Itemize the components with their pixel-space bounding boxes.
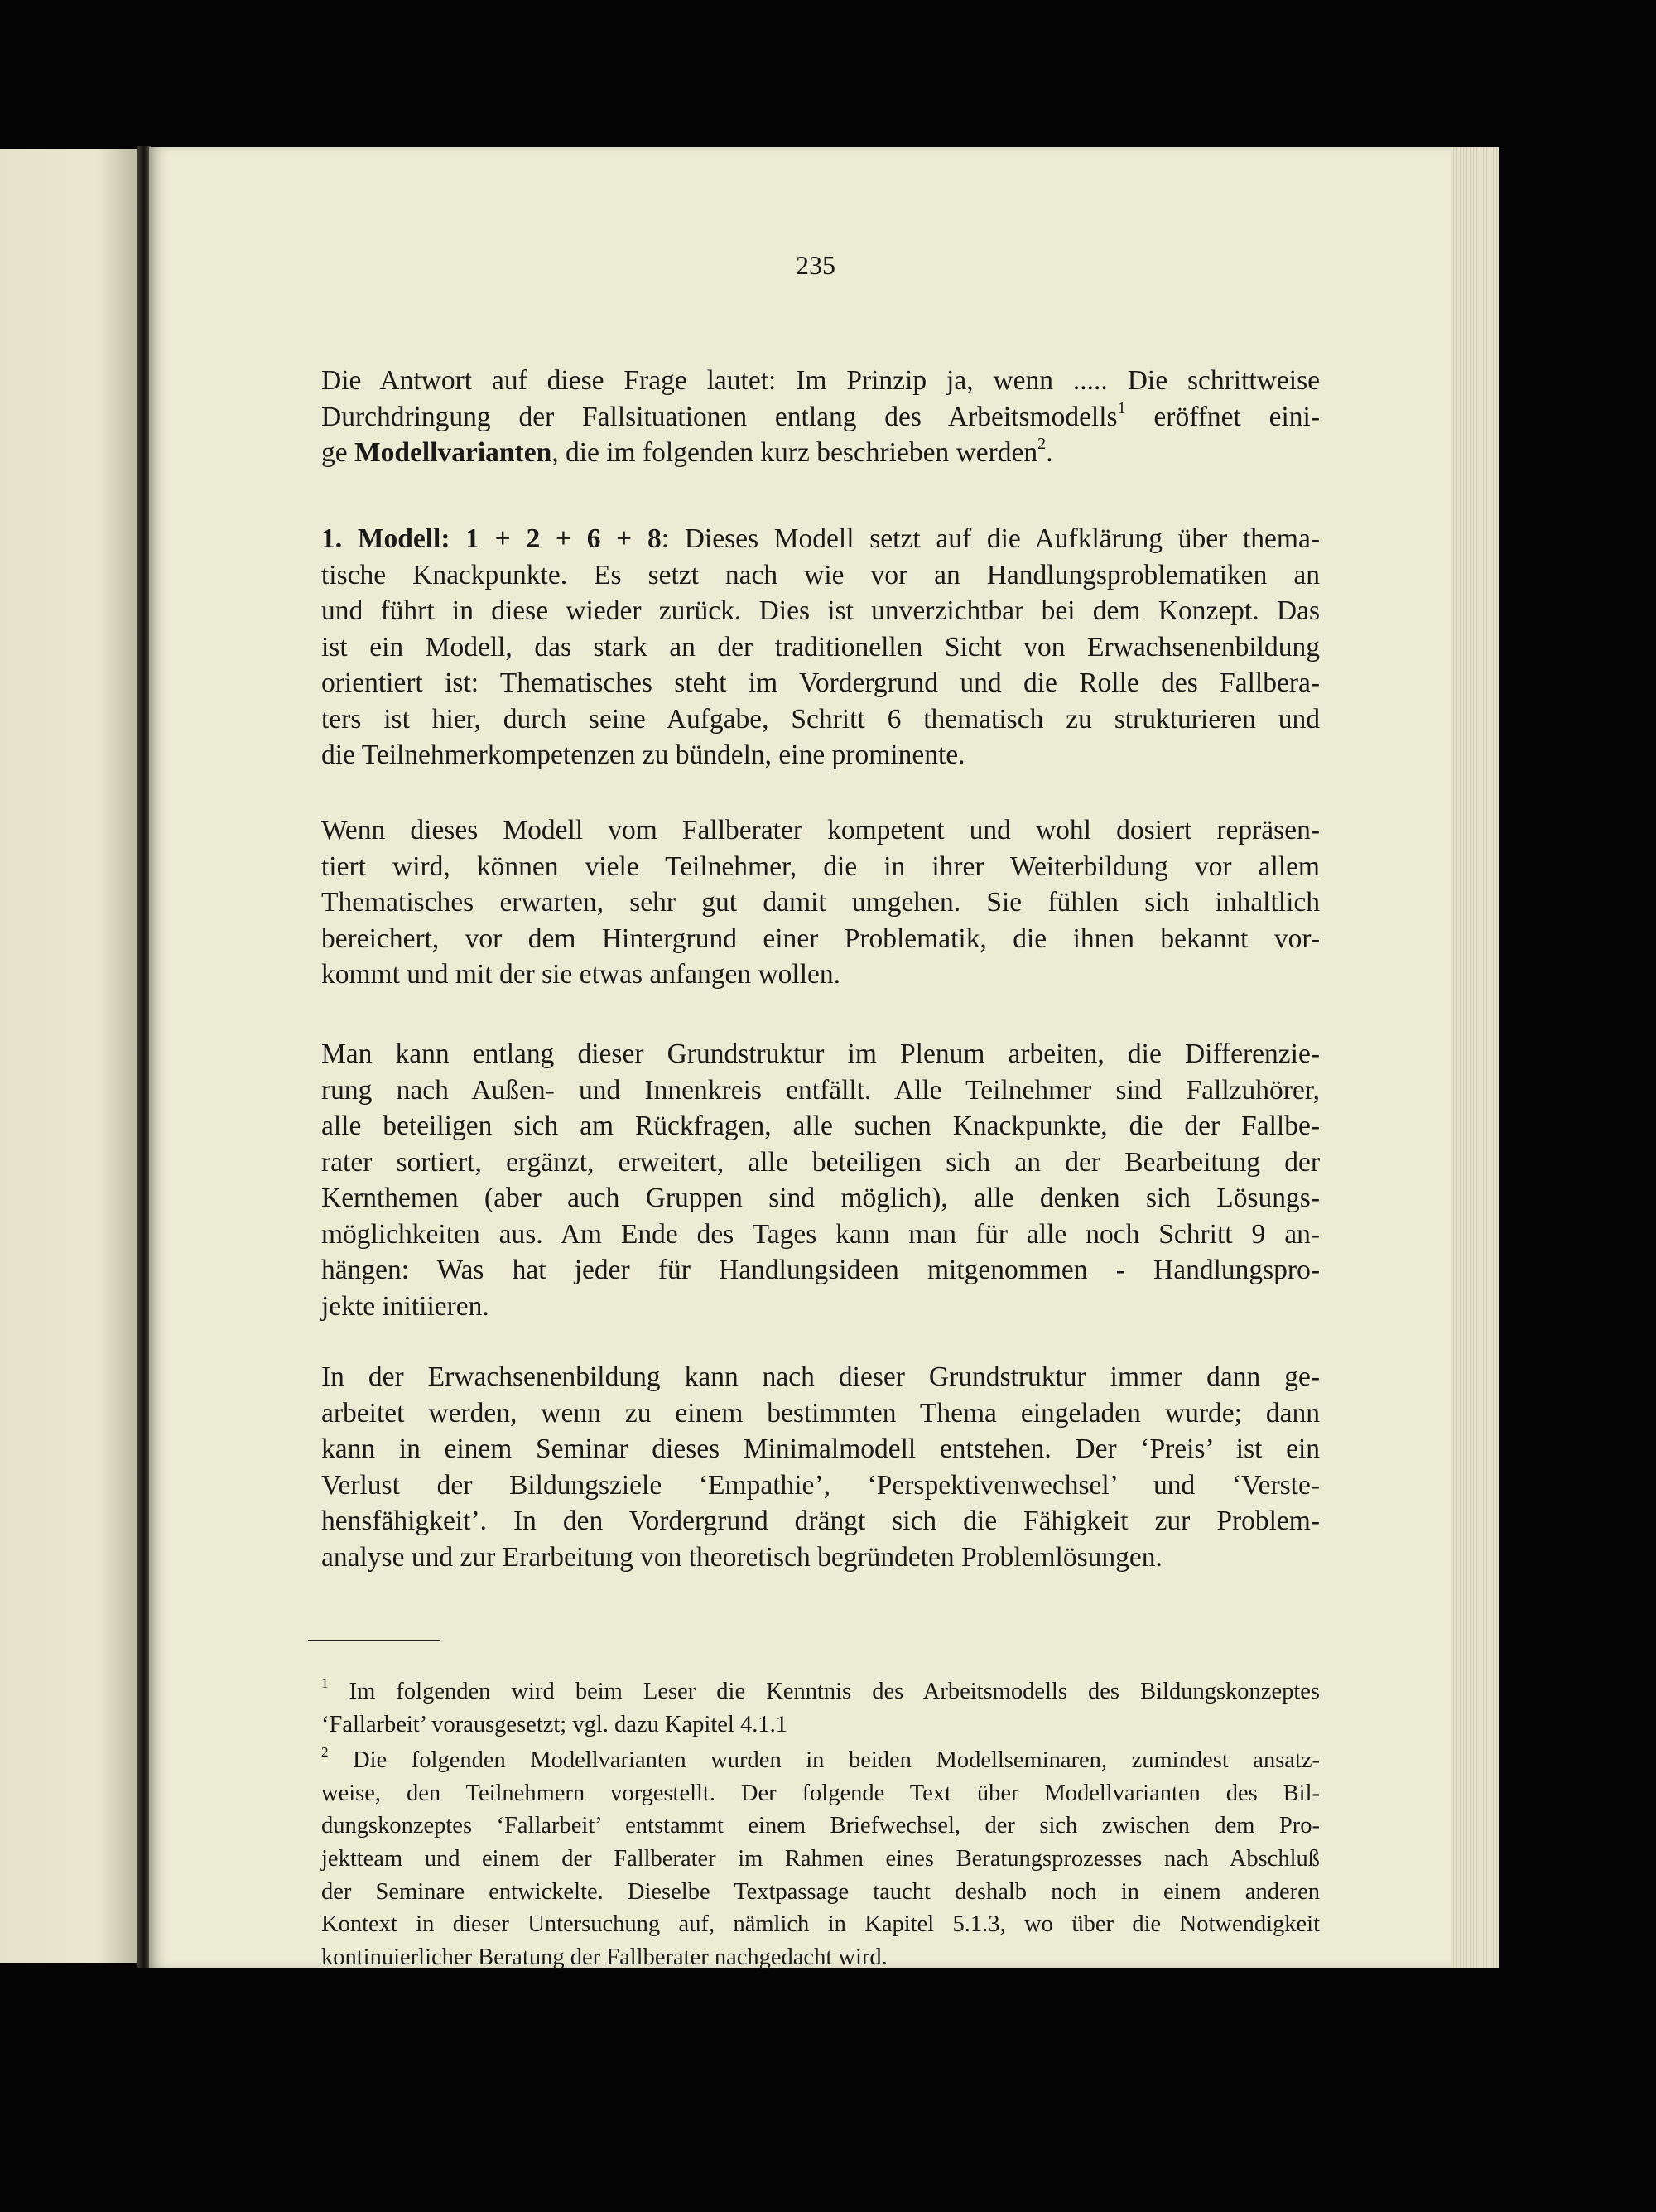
text-run: kontinuierlicher Beratung der Fallberater nachgedacht wird. — [321, 1945, 888, 1971]
text-run: Kernthemen (aber auch Gruppen sind möglich), alle denken sich Lösungs- — [321, 1183, 1320, 1213]
text-line — [321, 701, 1320, 738]
text-run: , die im folgenden kurz beschrieben werden — [551, 437, 1038, 468]
text-line — [321, 737, 1320, 773]
body-paragraph — [321, 812, 1320, 993]
text-run: Die Antwort auf diese Frage lautet: Im Prinzip ja, wenn ..... Die schrittweise — [321, 365, 1320, 396]
text-line — [321, 1467, 1320, 1504]
text-line — [321, 1708, 1320, 1742]
text-line — [321, 1675, 1320, 1708]
text-line — [321, 1744, 1320, 1777]
text-run: Man kann entlang dieser Grundstruktur im Plenum arbeiten, die Differenzie- — [321, 1039, 1320, 1069]
body-paragraph — [321, 521, 1320, 773]
text-run: rater sortiert, ergänzt, erweitert, alle beteiligen sich an der Bearbeitung der — [321, 1146, 1320, 1178]
text-line — [321, 1072, 1320, 1109]
text-line — [321, 557, 1320, 594]
text-run: jektteam und einem der Fallberater im Rahmen eines Beratungsprozesses nach Abschluß — [321, 1846, 1320, 1872]
footnote-marker: 2 — [321, 1744, 329, 1761]
text-run: kann in einem Seminar dieses Minimalmodell entstehen. Der ‘Preis’ ist ein — [321, 1434, 1320, 1464]
text-line — [321, 1217, 1320, 1253]
footnote-marker: 2 — [1037, 434, 1047, 453]
text-line — [321, 1503, 1320, 1540]
text-run: ge — [321, 437, 354, 468]
text-line — [321, 884, 1320, 921]
text-line — [321, 629, 1320, 666]
text-run: orientiert ist: Thematisches steht im Vordergrund und die Rolle des Fallbera- — [321, 667, 1320, 698]
text-run: der Seminare entwickelte. Dieselbe Textpassage taucht deshalb noch in einem anderen — [321, 1878, 1320, 1905]
footnote-marker: 1 — [321, 1675, 329, 1692]
text-run: bereichert, vor dem Hintergrund einer Problematik, die ihnen bekannt vor- — [321, 923, 1320, 954]
text-line — [321, 849, 1320, 885]
text-run: eröffnet eini- — [1125, 401, 1320, 432]
text-run: hensfähigkeit’. In den Vordergrund drängt sich die Fähigkeit zur Problem- — [321, 1506, 1320, 1536]
text-run: ‘Fallarbeit’ vorausgesetzt; vgl. dazu Kapitel 4.1.1 — [321, 1711, 787, 1737]
left-page-edge — [0, 149, 139, 1963]
footnote — [321, 1675, 1320, 1741]
text-run: alle beteiligen sich am Rückfragen, alle suchen Knackpunkte, die der Fallbe- — [321, 1111, 1320, 1141]
text-line — [321, 1941, 1320, 1974]
text-run: tiert wird, können viele Teilnehmer, die in ihrer Weiterbildung vor allem — [321, 851, 1320, 882]
text-line — [321, 1359, 1320, 1395]
text-line — [321, 593, 1320, 629]
text-line — [321, 957, 1320, 993]
text-run: : Dieses Modell setzt auf die Aufklärung über thema- — [661, 523, 1320, 554]
text-line — [321, 1180, 1320, 1217]
text-line — [321, 1908, 1320, 1941]
text-line — [321, 1289, 1320, 1325]
text-line — [321, 1036, 1320, 1072]
page-number: 235 — [796, 250, 835, 280]
footnote-separator — [308, 1640, 440, 1641]
body-paragraph — [321, 1359, 1320, 1575]
body-paragraph — [321, 363, 1320, 471]
footnote-marker: 1 — [1117, 398, 1126, 417]
text-run: analyse und zur Erarbeitung von theoretisch begründeten Problemlösungen. — [321, 1541, 1163, 1573]
text-line — [321, 1843, 1320, 1876]
text-run: hängen: Was hat jeder für Handlungsideen mitgenommen - Handlungspro- — [321, 1255, 1320, 1285]
text-line — [321, 1145, 1320, 1181]
text-run: rung nach Außen- und Innenkreis entfällt. Alle Teilnehmer sind Fallzuhörer, — [321, 1074, 1320, 1106]
bold-text: Modellvarianten — [354, 437, 552, 468]
text-run: In der Erwachsenenbildung kann nach dieser Grundstruktur immer dann ge- — [321, 1361, 1320, 1392]
text-run: ist ein Modell, das stark an der traditionellen Sicht von Erwachsenenbildung — [321, 631, 1320, 663]
text-line — [321, 1876, 1320, 1909]
text-run: Im folgenden wird beim Leser die Kenntnis des Arbeitsmodells des Bildungskonzeptes — [328, 1679, 1320, 1704]
text-line — [321, 521, 1320, 557]
text-run: möglichkeiten aus. Am Ende des Tages kann man für alle noch Schritt 9 an- — [321, 1218, 1320, 1250]
text-run: tische Knackpunkte. Es setzt nach wie vor an Handlungsproblematiken an — [321, 559, 1320, 590]
text-run: Kontext in dieser Untersuchung auf, nämlich in Kapitel 5.1.3, wo über die Notwendigkeit — [321, 1911, 1320, 1938]
text-line — [321, 1108, 1320, 1145]
footnote — [321, 1744, 1320, 1974]
text-run: Thematisches erwarten, sehr gut damit umgehen. Sie fühlen sich inhaltlich — [321, 887, 1320, 918]
text-line — [321, 1810, 1320, 1843]
text-line — [321, 1540, 1320, 1576]
text-run: weise, den Teilnehmern vorgestellt. Der folgende Text über Modellvarianten des Bil- — [321, 1780, 1320, 1806]
bold-text: 1. Modell: 1 + 2 + 6 + 8 — [321, 523, 662, 554]
text-run: Die folgenden Modellvarianten wurden in beiden Modellseminaren, zumindest ansatz- — [328, 1747, 1320, 1773]
page-stack-edge — [1451, 147, 1499, 1968]
text-line — [321, 1252, 1320, 1289]
body-paragraph — [321, 1036, 1320, 1324]
text-run: Verlust der Bildungsziele ‘Empathie’, ‘Perspektivenwechsel’ und ‘Verste- — [321, 1469, 1320, 1501]
text-line — [321, 1395, 1320, 1432]
text-line — [321, 1431, 1320, 1467]
text-line — [321, 812, 1320, 849]
text-run: arbeitet werden, wenn zu einem bestimmten Thema eingeladen wurde; dann — [321, 1397, 1320, 1429]
text-run: . — [1046, 437, 1053, 468]
text-line — [321, 363, 1320, 399]
text-run: Durchdringung der Fallsituationen entlang des Arbeitsmodells — [321, 401, 1118, 432]
text-line — [321, 921, 1320, 957]
text-run: Wenn dieses Modell vom Fallberater kompetent und wohl dosiert repräsen- — [321, 815, 1320, 846]
text-line — [321, 435, 1320, 471]
text-line — [321, 399, 1320, 436]
text-line — [321, 665, 1320, 701]
text-run: die Teilnehmerkompetenzen zu bündeln, eine prominente. — [321, 740, 965, 770]
text-line — [321, 1777, 1320, 1810]
text-run: kommt und mit der sie etwas anfangen wollen. — [321, 959, 841, 990]
text-run: und führt in diese wieder zurück. Dies ist unverzichtbar bei dem Konzept. Das — [321, 595, 1320, 626]
text-run: dungskonzeptes ‘Fallarbeit’ entstammt einem Briefwechsel, der sich zwischen dem Pro- — [321, 1813, 1320, 1839]
text-run: jekte initiieren. — [321, 1290, 489, 1322]
text-run: ters ist hier, durch seine Aufgabe, Schritt 6 thematisch zu strukturieren und — [321, 703, 1320, 735]
